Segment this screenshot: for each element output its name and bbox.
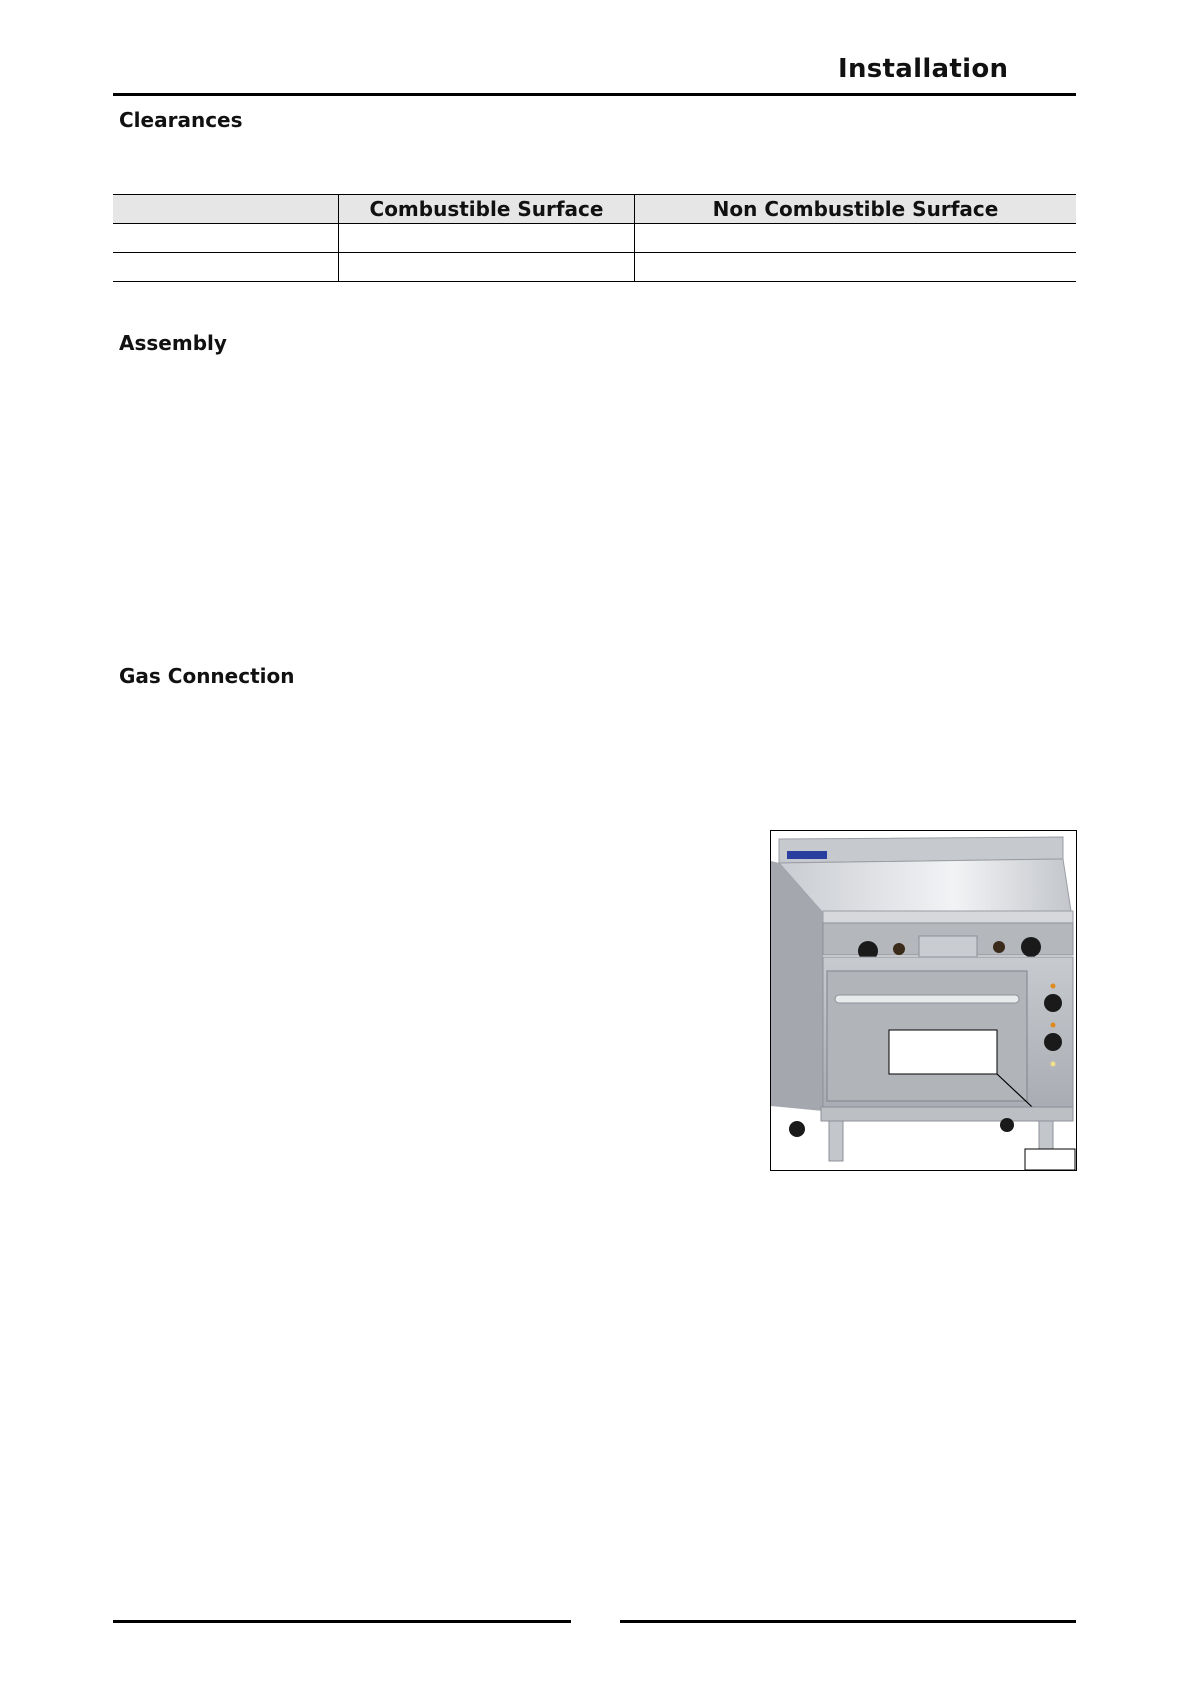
table-row xyxy=(113,253,1076,282)
section-heading-clearances: Clearances xyxy=(119,108,243,132)
clearance-table xyxy=(113,194,1076,282)
table-cell xyxy=(339,224,635,253)
table-cell xyxy=(113,253,339,282)
header-rule xyxy=(113,93,1076,96)
appliance-figure xyxy=(770,830,1077,1171)
table-cell xyxy=(339,253,635,282)
oven-range-griddle-icon xyxy=(771,831,1076,1170)
table-cell xyxy=(635,253,1077,282)
table-cell xyxy=(113,224,339,253)
table-cell xyxy=(635,224,1077,253)
section-heading-assembly: Assembly xyxy=(119,331,227,355)
table-row xyxy=(113,224,1076,253)
footer-rule-left xyxy=(113,1620,571,1623)
page-title: Installation xyxy=(838,54,1009,84)
table-header-cell xyxy=(113,195,339,224)
table-header-cell: Combustible Surface xyxy=(339,195,635,224)
table-header-row xyxy=(113,195,1076,224)
section-heading-gas-connection: Gas Connection xyxy=(119,664,295,688)
footer-rule-right xyxy=(620,1620,1076,1623)
table-header-cell: Non Combustible Surface xyxy=(635,195,1077,224)
